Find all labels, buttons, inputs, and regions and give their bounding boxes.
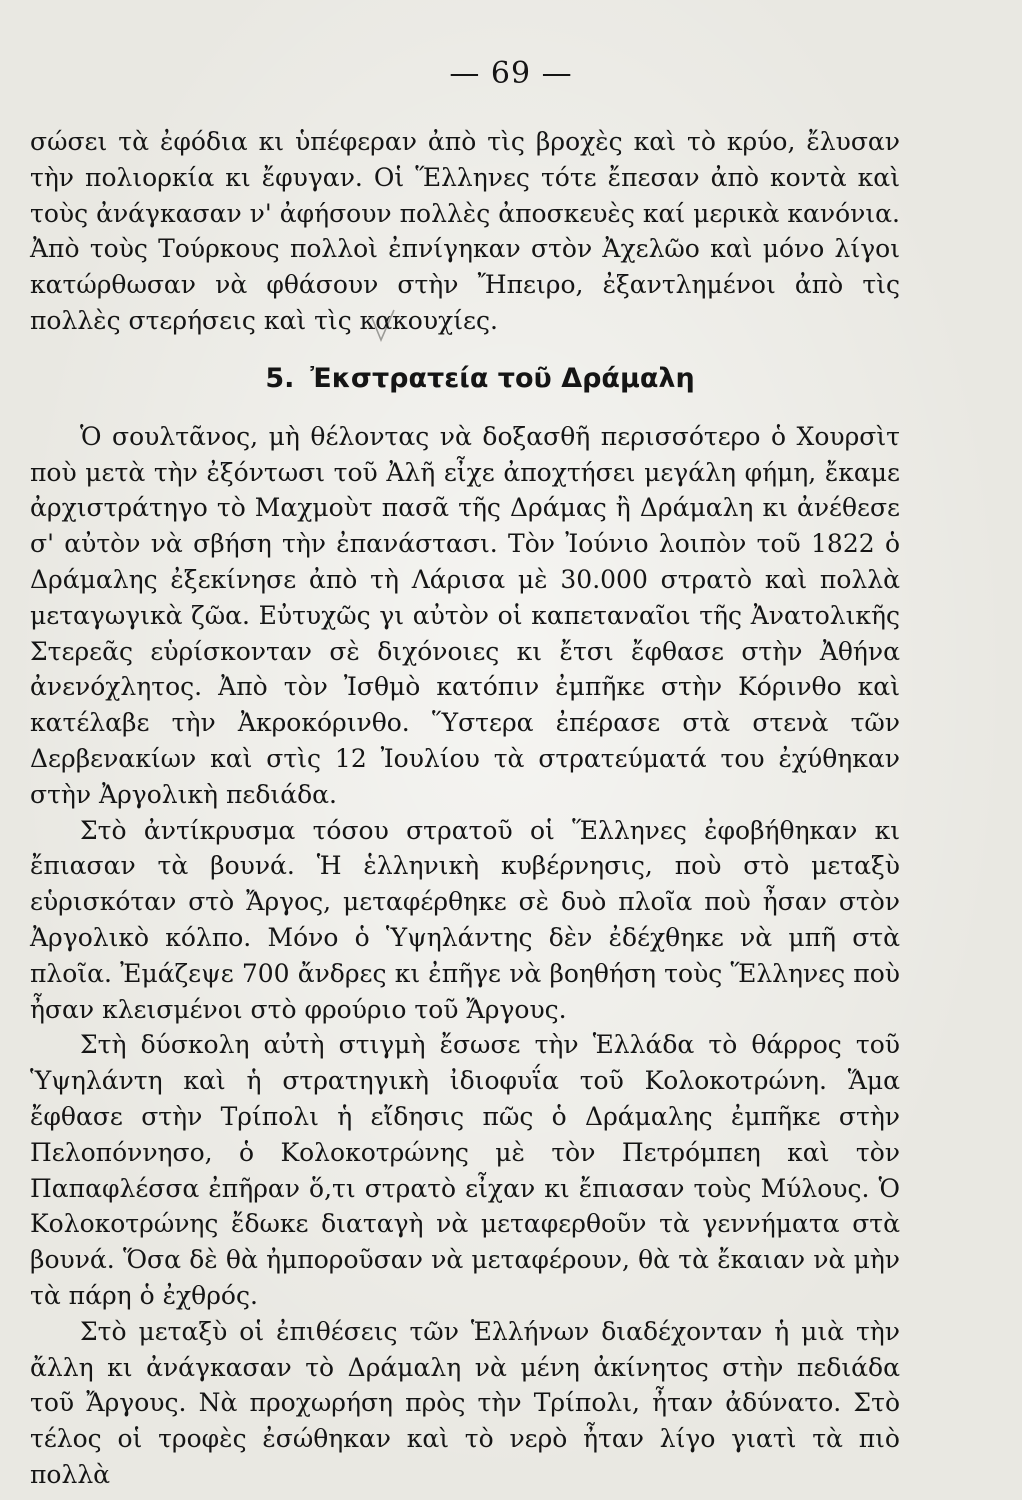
page-number: — 69 — xyxy=(449,56,573,91)
section-title: Ἐκστρατεία τοῦ Δράμαλη xyxy=(310,362,695,394)
paragraph-1: σώσει τὰ ἐφόδια κι ὑπέφεραν ἀπὸ τὶς βροχὲς καὶ τὸ κρύο, ἔλυσαν τὴν πολιορκία κι ἔφυγαν. Οἱ Ἕλληνες τότε ἔπεσαν ἀπὸ κοντὰ καὶ τοὺς ἀνάγκασαν ν' ἀφήσουν πολλὲς ἀποσκευὲς καί μερικὰ κανόνια. Ἀπὸ τοὺς Τούρκους πολλοὶ ἐπνίγηκαν στὸν Ἀχελῶο καὶ μόνο λίγοι κατώρθωσαν νὰ φθάσουν στὴν Ἤπειρο, ἐξαντλημένοι ἀπὸ τὶς πολλὲς στερήσεις καὶ τὶς κακουχίες. xyxy=(30,127,900,335)
paragraph-2: Ὁ σουλτᾶνος, μὴ θέλοντας νὰ δοξασθῆ περισσότερο ὁ Χουρσὶτ ποὺ μετὰ τὴν ἐξόντωσι τοῦ Ἀλῆ εἶχε ἀποχτήσει μεγάλη φήμη, ἔκαμε ἀρχιστράτηγο τὸ Μαχμοὺτ πασᾶ τῆς Δράμας ἢ Δράμαλη κι ἀνέθεσε σ' αὐτὸν νὰ σβήση τὴν ἐπανάστασι. Τὸν Ἰούνιο λοιπὸν τοῦ 1822 ὁ Δράμαλης ἐξεκίνησε ἀπὸ τὴ Λάρισα μὲ 30.000 στρατὸ καὶ πολλὰ μεταγωγικὰ ζῶα. Εὐτυχῶς γι αὐτὸν οἱ καπεταναῖοι τῆς Ἀνατολικῆς Στερεᾶς εὑρίσκονταν σὲ διχόνοιες κι ἔτσι ἔφθασε στὴν Ἀθήνα ἀνενόχλητος. Ἀπὸ τὸν Ἰσθμὸ κατόπιν ἐμπῆκε στὴν Κόρινθο καὶ κατέλαβε τὴν Ἀκροκόρινθο. Ὕστερα ἐπέρασε στὰ στενὰ τῶν Δερβενακίων καὶ στὶς 12 Ἰουλίου τὰ στρατεύματά του ἐχύθηκαν στὴν Ἀργολικὴ πεδιάδα. xyxy=(30,421,900,809)
paragraph-5: Στὸ μεταξὺ οἱ ἐπιθέσεις τῶν Ἑλλήνων διαδέχονταν ἡ μιὰ τὴν ἄλλη κι ἀνάγκασαν τὸ Δράμαλη νὰ μένη ἀκίνητος στὴν πεδιάδα τοῦ Ἄργους. Νὰ προχωρήση πρὸς τὴν Τρίπολι, ἦταν ἀδύνατο. Στὸ τέλος οἱ τροφὲς ἐσώθηκαν καὶ τὸ νερὸ ἦταν λίγο γιατὶ τὰ πιὸ πολλὰ xyxy=(30,1316,900,1489)
paragraph-4: Στὴ δύσκολη αὐτὴ στιγμὴ ἔσωσε τὴν Ἑλλάδα τὸ θάρρος τοῦ Ὑψηλάντη καὶ ἡ στρατηγικὴ ἰδιοφυΐα τοῦ Κολοκοτρώνη. Ἅμα ἔφθασε στὴν Τρίπολι ἡ εἴδησις πῶς ὁ Δράμαλης ἐμπῆκε στὴν Πελοπόννησο, ὁ Κολοκοτρώνης μὲ τὸν Πετρόμπεη καὶ τὸν Παπαφλέσσα ἐπῆραν ὅ,τι στρατὸ εἶχαν κι ἔπιασαν τοὺς Μύλους. Ὁ Κολοκοτρώνης ἔδωκε διαταγὴ νὰ μεταφερθοῦν τὰ γεννήματα στὰ βουνά. Ὅσα δὲ θὰ ἠμποροῦσαν νὰ μεταφέρουν, θὰ τὰ ἔκαιαν νὰ μὴν τὰ πάρη ὁ ἐχθρός. xyxy=(30,1030,900,1310)
section-heading xyxy=(30,361,900,397)
body-text xyxy=(30,124,900,1493)
paragraph-3: Στὸ ἀντίκρυσμα τόσου στρατοῦ οἱ Ἕλληνες ἐφοβήθηκαν κι ἔπιασαν τὰ βουνά. Ἡ ἑλληνικὴ κυβέρνησις, ποὺ στὸ μεταξὺ εὑρισκόταν στὸ Ἄργος, μεταφέρθηκε σὲ δυὸ πλοῖα ποὺ ἦσαν στὸν Ἀργολικὸ κόλπο. Μόνο ὁ Ὑψηλάντης δὲν ἐδέχθηκε νὰ μπῆ στὰ πλοῖα. Ἐμάζεψε 700 ἄνδρες κι ἐπῆγε νὰ βοηθήση τοὺς Ἕλληνες ποὺ ἦσαν κλεισμένοι στὸ φρούριο τοῦ Ἄργους. xyxy=(30,815,900,1024)
section-number: 5. xyxy=(265,362,295,394)
